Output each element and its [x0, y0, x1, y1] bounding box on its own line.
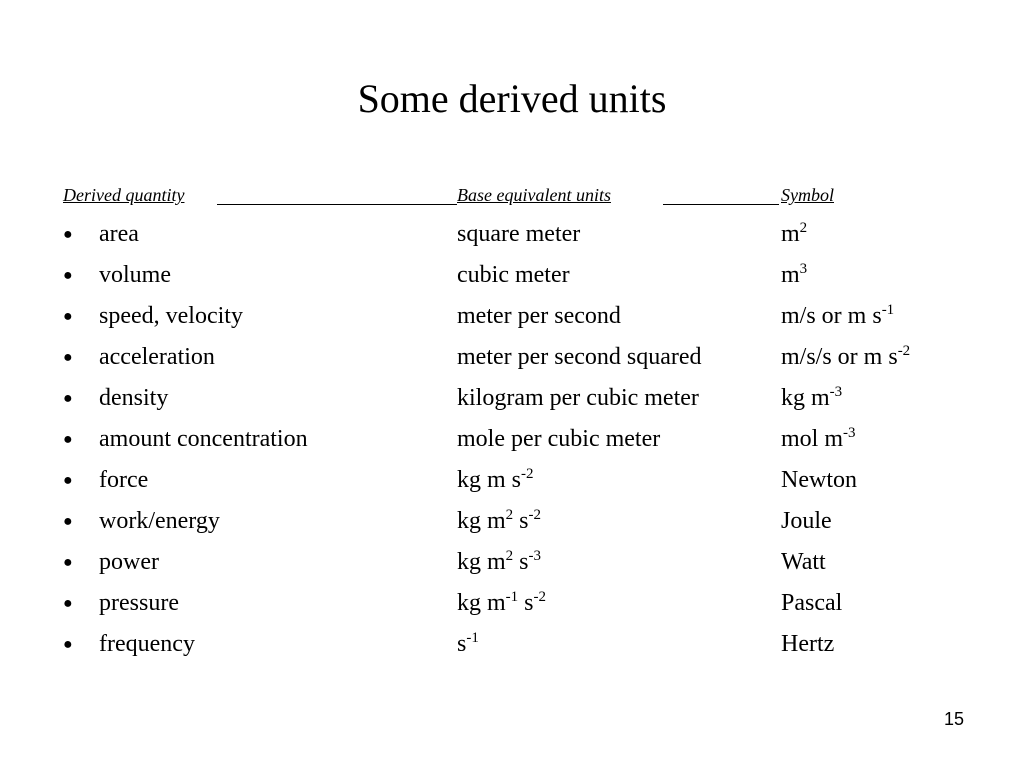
- list-item: [0, 421, 1024, 462]
- base-text: kg m s: [457, 467, 522, 493]
- base-units-cell: cubic meter: [457, 262, 570, 288]
- base-units-cell: meter per second: [457, 303, 621, 329]
- base-units-cell: square meter: [457, 221, 581, 247]
- base-text: s: [457, 631, 467, 657]
- base-text: kg m: [457, 549, 506, 575]
- base-text-tail: s: [518, 590, 534, 616]
- header-base-units: Base equivalent units: [457, 185, 611, 205]
- quantity-cell: density: [99, 385, 169, 411]
- symbol-cell: Watt: [781, 549, 826, 575]
- bullet-icon: ●: [63, 595, 73, 612]
- base-units-cell: meter per second squared: [457, 344, 702, 370]
- symbol-cell: Hertz: [781, 631, 835, 657]
- list-item: [0, 216, 1024, 257]
- quantity-cell: pressure: [99, 590, 179, 616]
- list-item: [0, 503, 1024, 544]
- base-exponent: -2: [521, 466, 534, 482]
- symbol-cell: [781, 339, 910, 375]
- quantity-cell: power: [99, 549, 159, 575]
- bullet-icon: ●: [63, 267, 73, 284]
- base-units-cell: [457, 544, 541, 580]
- header-underline: [663, 204, 779, 205]
- base-units-cell: [457, 585, 546, 621]
- symbol-text: mol m: [781, 426, 844, 452]
- list-item: [0, 626, 1024, 667]
- symbol-cell: [781, 216, 807, 252]
- base-exponent: 2: [505, 548, 514, 564]
- base-exponent: 2: [505, 507, 514, 523]
- base-exponent-2: -2: [528, 507, 542, 523]
- list-item: [0, 298, 1024, 339]
- bullet-icon: ●: [63, 349, 73, 366]
- quantity-cell: frequency: [99, 631, 195, 657]
- table-header: [63, 184, 853, 208]
- base-units-cell: mole per cubic meter: [457, 426, 661, 452]
- quantity-cell: work/energy: [99, 508, 220, 534]
- symbol-exponent: -2: [897, 343, 911, 359]
- base-text-tail: s: [513, 549, 529, 575]
- bullet-icon: ●: [63, 226, 73, 243]
- symbol-text: m: [781, 262, 800, 288]
- list-item: [0, 380, 1024, 421]
- quantity-cell: speed, velocity: [99, 303, 243, 329]
- base-exponent: -1: [505, 589, 519, 605]
- base-exponent-2: -2: [533, 589, 547, 605]
- bullet-icon: ●: [63, 390, 73, 407]
- header-symbol: Symbol: [781, 185, 834, 205]
- symbol-cell: [781, 298, 894, 334]
- symbol-text: m: [781, 221, 800, 247]
- page-number: 15: [943, 709, 964, 729]
- symbol-exponent: -3: [843, 425, 856, 441]
- base-units-cell: kilogram per cubic meter: [457, 385, 699, 411]
- bullet-icon: ●: [63, 431, 73, 448]
- list-item: [0, 257, 1024, 298]
- symbol-cell: [781, 421, 856, 457]
- list-item: [0, 462, 1024, 503]
- list-item: [0, 339, 1024, 380]
- symbol-text: m/s or m s: [781, 303, 882, 329]
- base-exponent: -1: [466, 630, 479, 646]
- symbol-cell: [781, 257, 807, 293]
- symbol-cell: [781, 380, 842, 416]
- base-exponent-2: -3: [528, 548, 542, 564]
- base-text: kg m: [457, 508, 506, 534]
- symbol-exponent: 2: [799, 220, 808, 236]
- quantity-cell: amount concentration: [99, 426, 308, 452]
- quantity-cell: acceleration: [99, 344, 215, 370]
- quantity-cell: area: [99, 221, 139, 247]
- units-list: [0, 216, 1024, 667]
- bullet-icon: ●: [63, 554, 73, 571]
- symbol-text: m/s/s or m s: [781, 344, 898, 370]
- symbol-exponent: -1: [881, 302, 895, 318]
- quantity-cell: volume: [99, 262, 171, 288]
- symbol-exponent: 3: [799, 261, 808, 277]
- slide-title: Some derived units: [357, 76, 667, 121]
- bullet-icon: ●: [63, 308, 73, 325]
- header-underline: [217, 204, 457, 205]
- base-units-cell: [457, 503, 541, 539]
- symbol-text: kg m: [781, 385, 830, 411]
- symbol-cell: Joule: [781, 508, 832, 534]
- quantity-cell: force: [99, 467, 149, 493]
- base-units-cell: [457, 626, 479, 662]
- header-derived-quantity: Derived quantity: [63, 185, 185, 205]
- symbol-exponent: -3: [829, 384, 843, 400]
- base-text-tail: s: [513, 508, 529, 534]
- symbol-cell: Pascal: [781, 590, 843, 616]
- list-item: [0, 585, 1024, 626]
- base-text: kg m: [457, 590, 506, 616]
- bullet-icon: ●: [63, 472, 73, 489]
- bullet-icon: ●: [63, 513, 73, 530]
- bullet-icon: ●: [63, 636, 73, 653]
- symbol-cell: Newton: [781, 467, 857, 493]
- list-item: [0, 544, 1024, 585]
- base-units-cell: [457, 462, 534, 498]
